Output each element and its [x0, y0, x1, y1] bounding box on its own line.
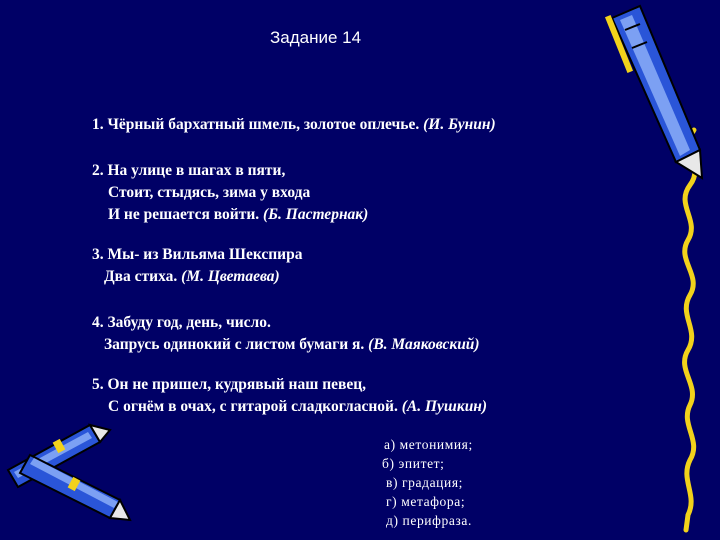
list-item — [92, 116, 496, 134]
item-author: (М. Цветаева) — [181, 268, 280, 285]
item-author: (И. Бунин) — [423, 116, 496, 133]
item-line-with-author — [92, 266, 302, 288]
item-line: С огнём в очах, с гитарой сладкогласной. — [108, 398, 398, 415]
answer-item: б) эпитет; — [382, 456, 445, 471]
item-line: 4. Забуду год, день, число. — [92, 314, 271, 331]
item-author: (В. Маяковский) — [368, 336, 480, 353]
item-line-with-author — [92, 334, 480, 356]
list-item — [92, 374, 487, 418]
item-author: (А. Пушкин) — [401, 398, 488, 415]
item-line: И не решается войти. — [108, 206, 260, 223]
item-line: 1. Чёрный бархатный шмель, золотое оплечье. — [92, 116, 420, 133]
answer-item: д) перифраза. — [386, 513, 472, 528]
answers-list — [382, 435, 473, 530]
answer-item: а) метонимия; — [384, 437, 473, 452]
item-line: Два стиха. — [104, 268, 178, 285]
item-line-with-author — [92, 204, 368, 226]
yellow-squiggle-line — [685, 130, 695, 530]
item-line-with-author — [92, 396, 487, 418]
list-item — [92, 160, 368, 226]
item-line: 3. Мы- из Вильяма Шекспира — [92, 246, 303, 263]
item-line: Стоит, стыдясь, зима у входа — [108, 184, 311, 201]
list-item — [92, 312, 480, 356]
page-title: Задание 14 — [270, 28, 362, 47]
crossed-pens-icon — [8, 425, 130, 520]
list-item — [92, 244, 302, 288]
item-author: (Б. Пастернак) — [263, 206, 369, 223]
item-line: Запрусь одинокий с листом бумаги я. — [104, 336, 365, 353]
item-line: 2. На улице в шагах в пяти, — [92, 162, 286, 179]
answer-item: в) градация; — [386, 475, 463, 490]
pen-icon — [605, 6, 702, 178]
item-line: 5. Он не пришел, кудрявый наш певец, — [92, 376, 367, 393]
answer-item: г) метафора; — [386, 494, 466, 509]
